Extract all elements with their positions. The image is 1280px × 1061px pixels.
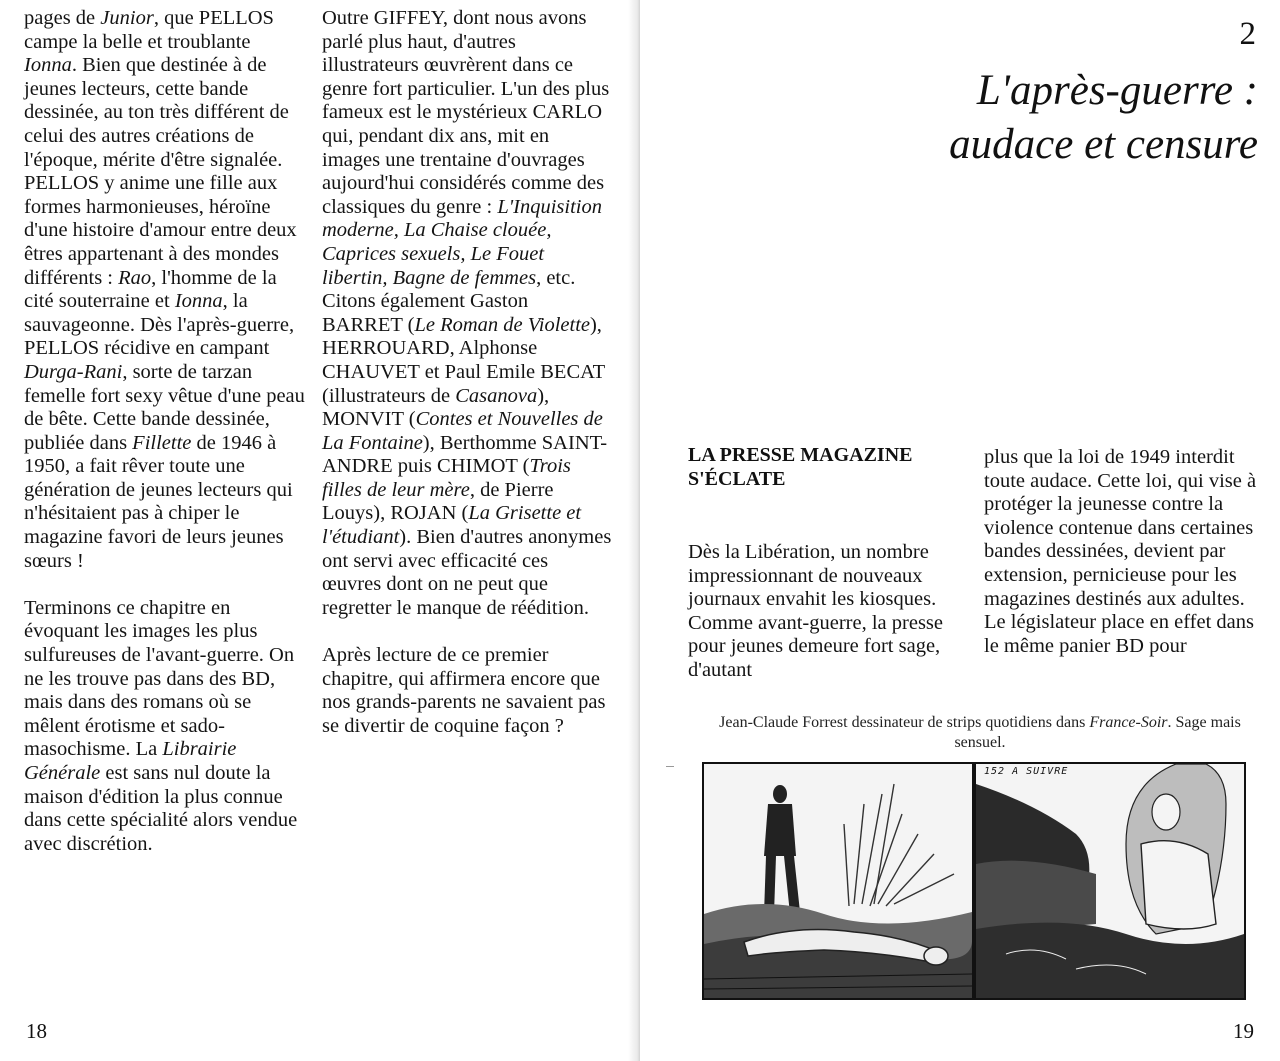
comic-illustration-2	[976, 764, 1244, 998]
comic-panel-woman-in-foliage	[974, 762, 1246, 1000]
italic-text-run: La Grisette et l'étudiant	[322, 502, 582, 549]
text-run: ). Bien d'autres anonymes ont servi avec efficacité ces œuvres dont on ne peut que regretter le manque de réédition.	[322, 526, 612, 619]
right-column-2	[984, 446, 1270, 658]
chapter-title	[949, 64, 1258, 172]
italic-text-run: France-Soir	[1089, 714, 1168, 731]
italic-text-run: Contes et Nouvelles de La Fontaine	[322, 408, 603, 454]
italic-text-run: Durga-Rani	[24, 360, 123, 383]
text-run: pages de	[24, 7, 101, 29]
text-run: Outre GIFFEY, dont nous avons parlé plus haut, d'autres illustrateurs œuvrèrent dans ce genre fort particulier. L'un des plus fameux est le mystérieux CARLO qui, pendant dix ans, mit en images une trentaine d'ouvrages aujourd'hui considérés comme des classiques du genre :	[322, 7, 610, 218]
text-run: ), Berthomme SAINT-ANDRE puis CHIMOT (	[322, 431, 608, 478]
text-run: ), MONVIT (	[322, 384, 550, 431]
text-run: plus que la loi de 1949 interdit toute audace. Cette loi, qui vise à protéger la jeunesse contre la violence contenue dans certaines bandes dessinées, devient par extension, pernicieuse pour les magazines destinés aux adultes. Le législateur place en effet dans le même panier BD pour	[984, 446, 1257, 657]
left-column-1	[24, 7, 306, 856]
italic-text-run: Casanova	[455, 384, 538, 407]
chapter-number: 2	[1239, 16, 1256, 52]
section-heading	[688, 443, 968, 491]
text-run: Après lecture de ce premier chapitre, qui affirmera encore que nos grands-parents ne savaient pas se divertir de coquine façon ?	[322, 644, 606, 737]
illustration-caption	[700, 713, 1260, 753]
paragraph	[24, 7, 306, 573]
section-heading-line-1: LA PRESSE MAGAZINE	[688, 444, 913, 466]
paragraph	[984, 446, 1270, 658]
italic-text-run: Rao	[118, 266, 152, 289]
left-column-2	[322, 7, 612, 738]
text-run: , la sauvageonne. Dès l'après-guerre, PELLOS récidive en campant	[24, 290, 295, 360]
text-run: , l'homme de la cité souterraine et	[24, 266, 277, 313]
right-page	[640, 0, 1280, 1061]
paragraph	[24, 597, 306, 857]
italic-text-run: Le Roman de Violette	[414, 313, 590, 336]
paragraph	[322, 7, 612, 620]
comic-panel-man-and-reclining-woman	[702, 762, 974, 1000]
italic-text-run: Ionna	[174, 290, 223, 313]
text-run: , etc. Citons également Gaston BARRET (	[322, 266, 576, 336]
chapter-title-line-1: L'après-guerre :	[976, 67, 1258, 114]
page-number-left: 18	[26, 1019, 47, 1043]
page-number-right: 19	[1233, 1019, 1254, 1043]
chapter-title-line-2: audace et censure	[949, 121, 1258, 168]
paragraph	[688, 541, 974, 683]
text-run: , de Pierre Louys), ROJAN (	[322, 478, 554, 525]
italic-text-run: Trois filles de leur mère	[322, 455, 571, 501]
comic-illustration-1	[704, 764, 972, 998]
strip-label: 152 A SUIVRE	[984, 766, 1069, 777]
text-run: . Bien que destinée à de jeunes lecteurs, cette bande dessinée, au ton très différent de celui des autres créations de l'époque, mérite d'être signalée. PELLOS y anime une fille aux formes harmonieuses, héroïne d'une histoire d'amour entre deux êtres appartenant à des mondes différents :	[24, 54, 297, 289]
text-run: , sorte de tarzan femelle fort sexy vêtue d'une peau de bête. Cette bande dessinée, publiée dans	[24, 360, 305, 454]
text-run: est sans nul doute la maison d'édition la plus connue dans cette spécialité alors vendue avec discrétion.	[24, 762, 298, 855]
italic-text-run: L'Inquisition moderne, La Chaise clouée, Caprices sexuels, Le Fouet libertin, Bagne de femmes	[322, 195, 602, 289]
italic-text-run: Ionna	[24, 54, 72, 77]
text-run: Dès la Libération, un nombre impressionnant de nouveaux journaux envahit les kiosques. Comme avant-guerre, la presse pour jeunes demeure fort sage, d'autant	[688, 541, 944, 681]
margin-mark	[666, 766, 674, 767]
text-run: Terminons ce chapitre en évoquant les images les plus sulfureuses de l'avant-guerre. On ne les trouve pas dans des BD, mais dans des romans où se mêlent érotisme et sado-masochisme. La	[24, 596, 295, 761]
text-run: de 1946 à 1950, a fait rêver toute une génération de jeunes lecteurs qui n'hésitaient pas à chiper le magazine favori de leurs jeunes sœurs !	[24, 431, 293, 572]
italic-text-run: Fillette	[132, 431, 192, 454]
text-run: , que PELLOS campe la belle et troublante	[24, 7, 274, 53]
text-run: . Sage mais sensuel.	[954, 714, 1241, 751]
text-run: ), HERROUARD, Alphonse CHAUVET et Paul Emile BECAT (illustrateurs de	[322, 313, 605, 407]
paragraph	[322, 644, 612, 738]
italic-text-run: Librairie Générale	[24, 738, 237, 784]
right-column-1	[688, 541, 974, 683]
section-heading-line-2: S'ÉCLATE	[688, 468, 786, 490]
text-run: Jean-Claude Forrest dessinateur de strips quotidiens dans	[719, 714, 1090, 731]
italic-text-run: Junior	[100, 7, 154, 29]
